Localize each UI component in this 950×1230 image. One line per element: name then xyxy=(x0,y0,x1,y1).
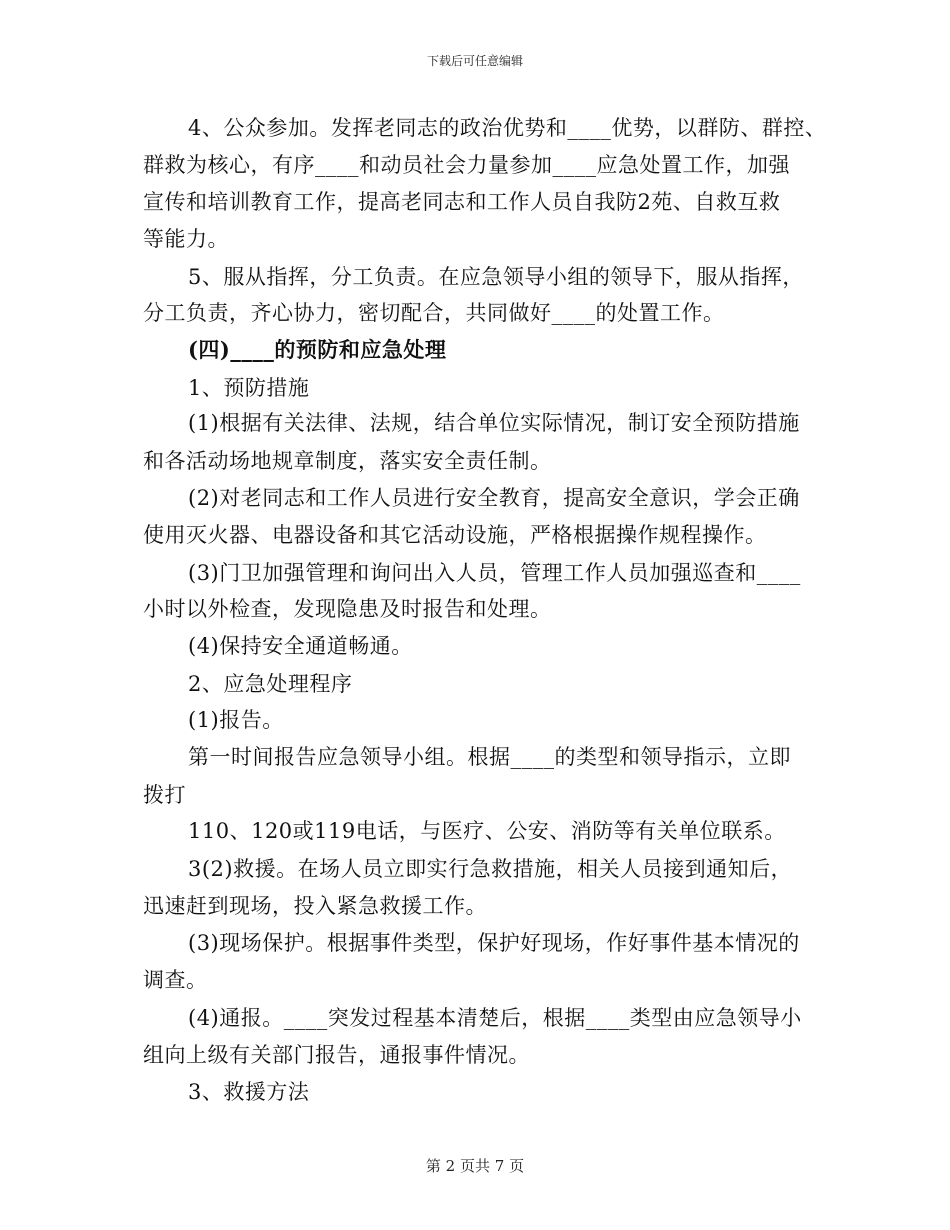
text-line: 宣传和培训教育工作，提高老同志和工作人员自我防2苑、自救互救 xyxy=(143,190,781,214)
text-line: 群救为核心，有序____和动员社会力量参加____应急处置工作，加强 xyxy=(143,153,790,177)
text-line: 110、120或119电话，与医疗、公安、消防等有关单位联系。 xyxy=(188,819,786,843)
text-line: (4)通报。____突发过程基本清楚后，根据____类型由应急领导小 xyxy=(188,1006,802,1030)
text-line: 分工负责，齐心协力，密切配合，共同做好____的处置工作。 xyxy=(143,301,725,325)
text-line: 5、服从指挥，分工负责。在应急领导小组的领导下，服从指挥， xyxy=(188,265,804,289)
text-line: 组向上级有关部门报告，通报事件情况。 xyxy=(143,1043,530,1067)
text-line: 和各活动场地规章制度，落实安全责任制。 xyxy=(143,449,552,473)
text-line: 调查。 xyxy=(143,968,208,992)
text-line: 2、应急处理程序 xyxy=(188,672,353,696)
text-line: (4)保持安全通道畅通。 xyxy=(188,634,413,658)
text-line: (3)现场保护。根据事件类型，保护好现场，作好事件基本情况的 xyxy=(188,931,800,955)
text-line: (四)____的预防和应急处理 xyxy=(188,337,447,362)
text-line: (3)门卫加强管理和询问出入人员，管理工作人员加强巡查和____ xyxy=(188,561,801,585)
text-line: (2)对老同志和工作人员进行安全教育，提高安全意识，学会正确 xyxy=(188,486,800,510)
text-line: 3(2)救援。在场人员立即实行急救措施，相关人员接到通知后， xyxy=(188,857,793,881)
text-line: 使用灭火器、电器设备和其它活动设施，严格根据操作规程操作。 xyxy=(143,523,767,547)
text-line: 1、预防措施 xyxy=(188,376,310,400)
text-line: (1)根据有关法律、法规，结合单位实际情况，制订安全预防措施 xyxy=(188,411,800,435)
text-line: 3、救援方法 xyxy=(188,1080,310,1104)
text-line: 4、公众参加。发挥老同志的政治优势和____优势，以群防、群控、 xyxy=(188,116,827,140)
text-line: (1)报告。 xyxy=(188,708,284,732)
text-line: 拨打 xyxy=(143,783,186,807)
page-header: 下载后可任意编辑 xyxy=(426,54,523,68)
page-footer: 第 2 页共 7 页 xyxy=(425,1157,525,1175)
text-line: 迅速赶到现场，投入紧急救援工作。 xyxy=(143,894,487,918)
text-line: 小时以外检查，发现隐患及时报告和处理。 xyxy=(143,597,552,621)
text-line: 等能力。 xyxy=(143,227,229,251)
text-line: 第一时间报告应急领导小组。根据____的类型和领导指示，立即 xyxy=(188,745,791,769)
